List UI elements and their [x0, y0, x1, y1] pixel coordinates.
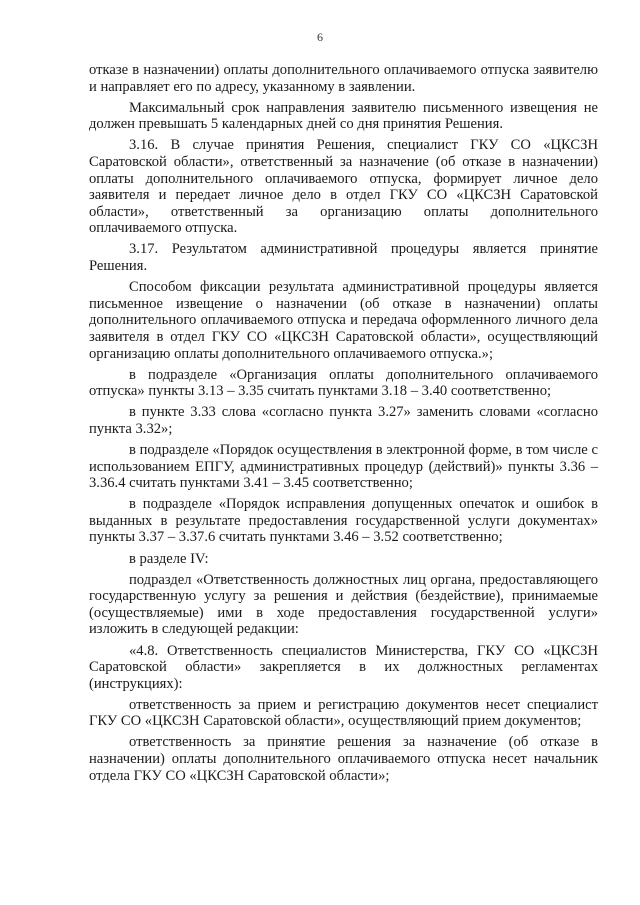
paragraph-3: 3.16. В случае принятия Решения, специалист ГКУ СО «ЦКСЗН Саратовской области», ответственный за назначение (об отказе в назначении) оплаты дополнительного оплачиваемого отпуска, формирует личное дело заявителя и передает личное дело в отдел ГКУ СО «ЦКСЗН Саратовской области», ответственный за организацию оплаты дополнительного оплачиваемого отпуска. — [89, 137, 598, 237]
paragraph-13: ответственность за прием и регистрацию документов несет специалист ГКУ СО «ЦКСЗН Саратовской области», осуществляющий прием документов; — [89, 696, 598, 730]
paragraph-2: Максимальный срок направления заявителю письменного извещения не должен превышать 5 календарных дней со дня принятия Решения. — [89, 99, 598, 133]
paragraph-6: в подразделе «Организация оплаты дополнительного оплачиваемого отпуска» пункты 3.13 – 3.35 считать пунктами 3.18 – 3.40 соответственно; — [89, 366, 598, 400]
paragraph-12: «4.8. Ответственность специалистов Министерства, ГКУ СО «ЦКСЗН Саратовской области» закрепляется в их должностных регламентах (инструкциях): — [89, 642, 598, 692]
paragraph-1: отказе в назначении) оплаты дополнительного оплачиваемого отпуска заявителю и направляет его по адресу, указанному в заявлении. — [89, 62, 598, 95]
paragraph-7: в пункте 3.33 слова «согласно пункта 3.27» заменить словами «согласно пункта 3.32»; — [89, 404, 598, 437]
paragraph-10: в разделе IV: — [129, 550, 209, 567]
paragraph-4: 3.17. Результатом административной процедуры является принятие Решения. — [89, 241, 598, 275]
body-text — [89, 62, 598, 789]
paragraph-11: подраздел «Ответственность должностных лиц органа, предоставляющего государственную услугу за решения и действия (бездействие), принимаемые (осуществляемые) ими в ходе предоставления государственной услуги» изложить в следующей редакции: — [89, 571, 598, 638]
page-number: 6 — [317, 30, 323, 44]
paragraph-14: ответственность за принятие решения за назначение (об отказе в назначении) оплаты дополнительного оплачиваемого отпуска несет начальник отдела ГКУ СО «ЦКСЗН Саратовской области»; — [89, 734, 598, 784]
paragraph-5: Способом фиксации результата административной процедуры является письменное извещение о назначении (об отказе в назначении) оплаты дополнительного оплачиваемого отпуска и передача оформленного личного дела заявителя в отдел ГКУ СО «ЦКСЗН Саратовской области», осуществляющий организацию оплаты дополнительного оплачиваемого отпуска.»; — [89, 279, 598, 362]
paragraph-8: в подразделе «Порядок осуществления в электронной форме, в том числе с использованием ЕПГУ, административных процедур (действий)» пункты 3.36 – 3.36.4 считать пунктами 3.41 – 3.45 соответственно; — [89, 441, 598, 492]
paragraph-9: в подразделе «Порядок исправления допущенных опечаток и ошибок в выданных в результате предоставления государственной услуги документах» пункты 3.37 – 3.37.6 считать пунктами 3.46 – 3.52 соответственно; — [89, 496, 598, 546]
